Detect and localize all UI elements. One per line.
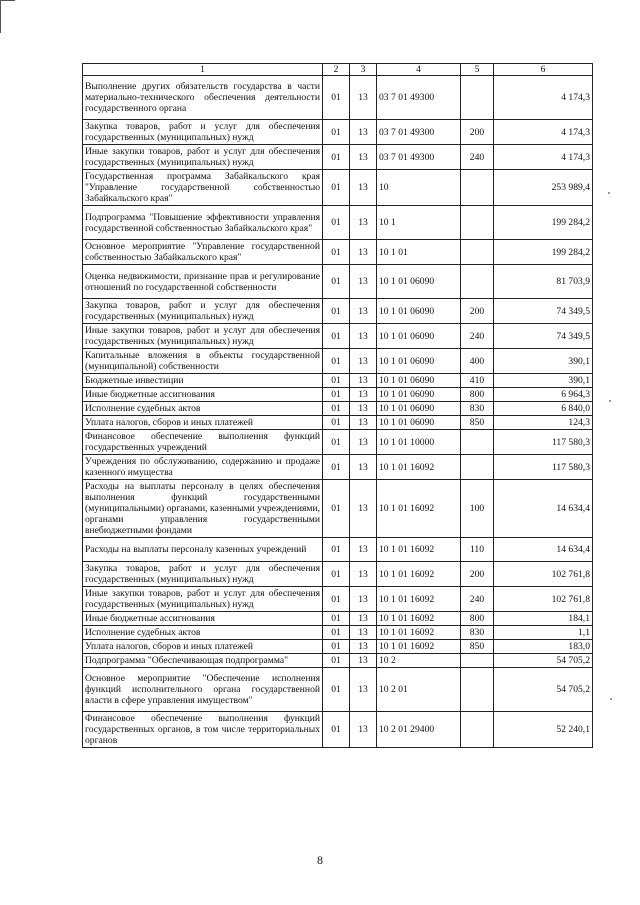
subsection-code: 13 (350, 120, 377, 145)
section-code: 01 (323, 612, 350, 626)
section-code: 01 (323, 299, 350, 324)
amount: 14 634,4 (494, 538, 593, 562)
expense-type-code (461, 265, 494, 299)
expense-type-code (461, 170, 494, 206)
subsection-code: 13 (350, 324, 377, 349)
amount: 184,1 (494, 612, 593, 626)
amount: 199 284,2 (494, 206, 593, 240)
table-row (83, 170, 593, 206)
expense-type-code (461, 712, 494, 748)
section-code: 01 (323, 587, 350, 612)
amount: 183,0 (494, 640, 593, 654)
amount: 117 580,3 (494, 455, 593, 480)
expense-type-code (461, 668, 494, 712)
subsection-code: 13 (350, 538, 377, 562)
table-row (83, 145, 593, 170)
subsection-code: 13 (350, 654, 377, 668)
table-row (83, 640, 593, 654)
section-code: 01 (323, 712, 350, 748)
target-article-code: 10 1 01 16092 (377, 612, 461, 626)
row-name: Иные закупки товаров, работ и услуг для обеспечения государственных (муниципальных) нужд (83, 145, 323, 170)
target-article-code: 03 7 01 49300 (377, 76, 461, 120)
amount: 4 174,3 (494, 120, 593, 145)
section-code: 01 (323, 349, 350, 374)
subsection-code: 13 (350, 587, 377, 612)
expense-type-code (461, 455, 494, 480)
scan-speck (609, 400, 611, 402)
target-article-code: 10 1 01 16092 (377, 538, 461, 562)
amount: 6 840,0 (494, 402, 593, 416)
target-article-code: 10 1 (377, 206, 461, 240)
subsection-code: 13 (350, 612, 377, 626)
target-article-code: 10 1 01 06090 (377, 349, 461, 374)
row-name: Исполнение судебных актов (83, 626, 323, 640)
table-row (83, 349, 593, 374)
row-name: Расходы на выплаты персоналу казенных учреждений (83, 538, 323, 562)
target-article-code: 10 1 01 06090 (377, 388, 461, 402)
target-article-code: 10 1 01 10000 (377, 430, 461, 455)
table-row (83, 402, 593, 416)
subsection-code: 13 (350, 562, 377, 587)
row-name: Оценка недвижимости, признание прав и регулирование отношений по государственной собственности (83, 265, 323, 299)
row-name: Уплата налогов, сборов и иных платежей (83, 640, 323, 654)
amount: 199 284,2 (494, 240, 593, 265)
table-row (83, 416, 593, 430)
budget-table (82, 63, 593, 748)
target-article-code: 10 1 01 06090 (377, 265, 461, 299)
row-name: Иные бюджетные ассигнования (83, 388, 323, 402)
section-code: 01 (323, 416, 350, 430)
section-code: 01 (323, 654, 350, 668)
subsection-code: 13 (350, 349, 377, 374)
section-code: 01 (323, 170, 350, 206)
target-article-code: 10 1 01 06090 (377, 402, 461, 416)
subsection-code: 13 (350, 712, 377, 748)
expense-type-code: 410 (461, 374, 494, 388)
subsection-code: 13 (350, 430, 377, 455)
table-row (83, 626, 593, 640)
expense-type-code: 850 (461, 416, 494, 430)
scan-speck (610, 698, 612, 700)
expense-type-code: 800 (461, 388, 494, 402)
page-number: 8 (317, 853, 323, 867)
row-name: Уплата налогов, сборов и иных платежей (83, 416, 323, 430)
row-name: Подпрограмма "Повышение эффективности управления государственной собственностью Забайкальского края" (83, 206, 323, 240)
target-article-code: 10 1 01 16092 (377, 640, 461, 654)
section-code: 01 (323, 76, 350, 120)
row-name: Расходы на выплаты персоналу в целях обеспечения выполнения функций государственными (муниципальными) органами, казенными учреждениями, органами управления государственными внебюджетными фондами (83, 480, 323, 538)
subsection-code: 13 (350, 76, 377, 120)
expense-type-code: 110 (461, 538, 494, 562)
table-row (83, 374, 593, 388)
column-header: 5 (461, 64, 494, 76)
row-name: Закупка товаров, работ и услуг для обеспечения государственных (муниципальных) нужд (83, 562, 323, 587)
column-header: 3 (350, 64, 377, 76)
table-row (83, 388, 593, 402)
table-row (83, 76, 593, 120)
row-name: Исполнение судебных актов (83, 402, 323, 416)
expense-type-code (461, 240, 494, 265)
amount: 253 989,4 (494, 170, 593, 206)
row-name: Основное мероприятие "Управление государственной собственностью Забайкальского края" (83, 240, 323, 265)
amount: 124,3 (494, 416, 593, 430)
subsection-code: 13 (350, 626, 377, 640)
expense-type-code: 100 (461, 480, 494, 538)
row-name: Закупка товаров, работ и услуг для обеспечения государственных (муниципальных) нужд (83, 299, 323, 324)
table-row (83, 324, 593, 349)
row-name: Иные закупки товаров, работ и услуг для обеспечения государственных (муниципальных) нужд (83, 324, 323, 349)
expense-type-code: 830 (461, 402, 494, 416)
row-name: Подпрограмма "Обеспечивающая подпрограмма" (83, 654, 323, 668)
row-name: Иные закупки товаров, работ и услуг для обеспечения государственных (муниципальных) нужд (83, 587, 323, 612)
expense-type-code (461, 430, 494, 455)
section-code: 01 (323, 538, 350, 562)
amount: 117 580,3 (494, 430, 593, 455)
section-code: 01 (323, 402, 350, 416)
table-row (83, 120, 593, 145)
table-row (83, 265, 593, 299)
column-header: 1 (83, 64, 323, 76)
target-article-code: 10 2 01 (377, 668, 461, 712)
subsection-code: 13 (350, 480, 377, 538)
table-row (83, 562, 593, 587)
subsection-code: 13 (350, 374, 377, 388)
table-row (83, 612, 593, 626)
section-code: 01 (323, 480, 350, 538)
target-article-code: 10 1 01 06090 (377, 416, 461, 430)
section-code: 01 (323, 120, 350, 145)
target-article-code: 10 1 01 06090 (377, 374, 461, 388)
expense-type-code: 830 (461, 626, 494, 640)
subsection-code: 13 (350, 668, 377, 712)
row-name: Выполнение других обязательств государства в части материально-технического обеспечения деятельности государственного органа (83, 76, 323, 120)
target-article-code: 03 7 01 49300 (377, 120, 461, 145)
section-code: 01 (323, 324, 350, 349)
amount: 390,1 (494, 374, 593, 388)
table-row (83, 712, 593, 748)
expense-type-code (461, 654, 494, 668)
amount: 4 174,3 (494, 145, 593, 170)
amount: 81 703,9 (494, 265, 593, 299)
row-name: Бюджетные инвестиции (83, 374, 323, 388)
scan-speck (608, 192, 610, 194)
amount: 52 240,1 (494, 712, 593, 748)
section-code: 01 (323, 626, 350, 640)
amount: 14 634,4 (494, 480, 593, 538)
subsection-code: 13 (350, 145, 377, 170)
expense-type-code: 200 (461, 120, 494, 145)
subsection-code: 13 (350, 240, 377, 265)
table-row (83, 430, 593, 455)
target-article-code: 10 2 (377, 654, 461, 668)
section-code: 01 (323, 145, 350, 170)
target-article-code: 10 1 01 06090 (377, 324, 461, 349)
row-name: Иные бюджетные ассигнования (83, 612, 323, 626)
expense-type-code: 240 (461, 587, 494, 612)
target-article-code: 10 1 01 16092 (377, 587, 461, 612)
subsection-code: 13 (350, 640, 377, 654)
table-row (83, 240, 593, 265)
subsection-code: 13 (350, 265, 377, 299)
target-article-code: 10 1 01 16092 (377, 455, 461, 480)
expense-type-code: 850 (461, 640, 494, 654)
table-row (83, 480, 593, 538)
subsection-code: 13 (350, 206, 377, 240)
table-header-row (83, 64, 593, 76)
subsection-code: 13 (350, 299, 377, 324)
section-code: 01 (323, 374, 350, 388)
section-code: 01 (323, 388, 350, 402)
table-row (83, 538, 593, 562)
row-name: Капитальные вложения в объекты государственной (муниципальной) собственности (83, 349, 323, 374)
row-name: Учреждения по обслуживанию, содержанию и продаже казенного имущества (83, 455, 323, 480)
subsection-code: 13 (350, 388, 377, 402)
subsection-code: 13 (350, 416, 377, 430)
amount: 54 705,2 (494, 668, 593, 712)
row-name: Государственная программа Забайкальского края "Управление государственной собственностью Забайкальского края" (83, 170, 323, 206)
column-header: 2 (323, 64, 350, 76)
amount: 102 761,8 (494, 587, 593, 612)
expense-type-code: 200 (461, 562, 494, 587)
table-row (83, 654, 593, 668)
amount: 1,1 (494, 626, 593, 640)
section-code: 01 (323, 265, 350, 299)
row-name: Закупка товаров, работ и услуг для обеспечения государственных (муниципальных) нужд (83, 120, 323, 145)
amount: 74 349,5 (494, 324, 593, 349)
target-article-code: 10 1 01 (377, 240, 461, 265)
expense-type-code: 800 (461, 612, 494, 626)
amount: 390,1 (494, 349, 593, 374)
row-name: Основное мероприятие "Обеспечение исполнения функций исполнительного органа государственной власти в сфере управления имуществом" (83, 668, 323, 712)
section-code: 01 (323, 668, 350, 712)
amount: 54 705,2 (494, 654, 593, 668)
target-article-code: 03 7 01 49300 (377, 145, 461, 170)
target-article-code: 10 1 01 16092 (377, 480, 461, 538)
expense-type-code: 400 (461, 349, 494, 374)
section-code: 01 (323, 430, 350, 455)
target-article-code: 10 1 01 16092 (377, 562, 461, 587)
scan-corner-mark (0, 0, 15, 33)
column-header: 4 (377, 64, 461, 76)
row-name: Финансовое обеспечение выполнения функций государственных органов, в том числе территориальных органов (83, 712, 323, 748)
expense-type-code: 200 (461, 299, 494, 324)
section-code: 01 (323, 240, 350, 265)
section-code: 01 (323, 562, 350, 587)
expense-type-code (461, 206, 494, 240)
table-row (83, 587, 593, 612)
row-name: Финансовое обеспечение выполнения функций государственных учреждений (83, 430, 323, 455)
table-row (83, 668, 593, 712)
target-article-code: 10 2 01 29400 (377, 712, 461, 748)
target-article-code: 10 1 01 16092 (377, 626, 461, 640)
amount: 4 174,3 (494, 76, 593, 120)
amount: 6 964,3 (494, 388, 593, 402)
table-row (83, 299, 593, 324)
section-code: 01 (323, 640, 350, 654)
section-code: 01 (323, 455, 350, 480)
column-header: 6 (494, 64, 593, 76)
expense-type-code: 240 (461, 324, 494, 349)
expense-type-code (461, 76, 494, 120)
subsection-code: 13 (350, 455, 377, 480)
amount: 74 349,5 (494, 299, 593, 324)
subsection-code: 13 (350, 402, 377, 416)
amount: 102 761,8 (494, 562, 593, 587)
section-code: 01 (323, 206, 350, 240)
target-article-code: 10 1 01 06090 (377, 299, 461, 324)
table-row (83, 455, 593, 480)
table-row (83, 206, 593, 240)
expense-type-code: 240 (461, 145, 494, 170)
subsection-code: 13 (350, 170, 377, 206)
target-article-code: 10 (377, 170, 461, 206)
